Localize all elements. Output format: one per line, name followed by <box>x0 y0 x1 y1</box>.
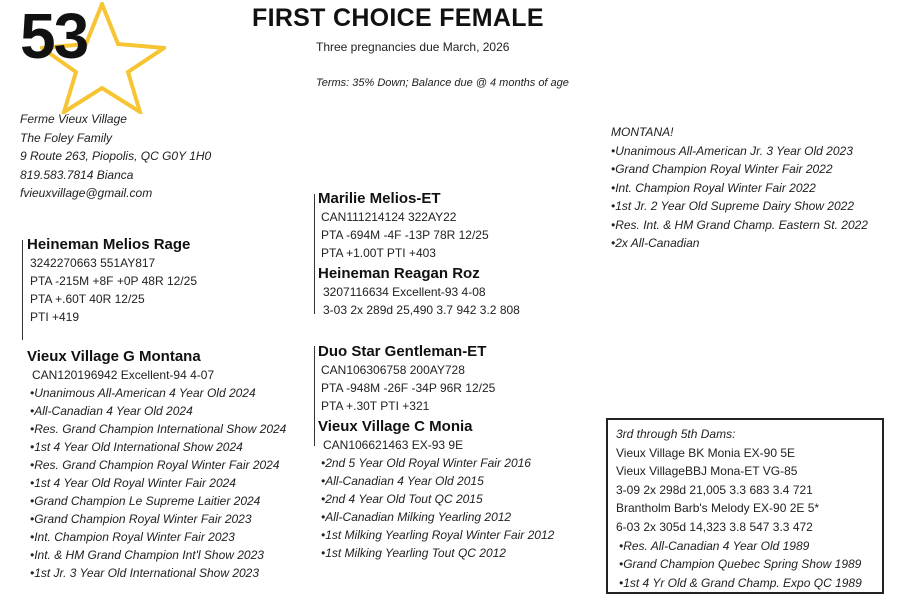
dams-line: 3-09 2x 298d 21,005 3.3 683 3.4 721 <box>616 482 813 497</box>
subtitle: Three pregnancies due March, 2026 <box>316 40 510 54</box>
list-item: •1st 4 Year Old International Show 2024 <box>30 440 243 454</box>
dams-box-heading: 3rd through 5th Dams: <box>616 427 736 441</box>
list-item: •1st Jr. 2 Year Old Supreme Dairy Show 2022 <box>611 199 854 213</box>
sire-pta-type: PTA +.60T 40R 12/25 <box>30 292 145 306</box>
sire-sire-reg: CAN111214124 322AY22 <box>321 210 457 224</box>
list-item: •Unanimous All-American 4 Year Old 2024 <box>30 386 256 400</box>
list-item: •Res. Int. & HM Grand Champ. Eastern St. 2022 <box>611 217 868 232</box>
dam-block <box>318 418 554 562</box>
list-item: •Res. Grand Champion International Show 2024 <box>30 422 287 436</box>
sire-pti: PTI +419 <box>30 310 80 324</box>
list-item: •Int. & HM Grand Champion Int'l Show 2023 <box>30 548 264 562</box>
sire-sire-pta: PTA -694M -4F -13P 78R 12/25 <box>321 228 489 242</box>
lot-id-line: CAN120196942 Excellent-94 4-07 <box>32 368 215 382</box>
sire-reg: 3242270663 551AY817 <box>30 256 156 270</box>
dam-sire-name: Duo Star Gentleman-ET <box>318 343 487 360</box>
sire-dam-name: Heineman Reagan Roz <box>318 265 480 282</box>
sire-bracket-line <box>22 240 23 340</box>
breeder-email: fvieuxvillage@gmail.com <box>20 186 153 200</box>
sire-name: Heineman Melios Rage <box>27 236 191 253</box>
sire-sire-block <box>318 190 489 262</box>
sire-sire-name: Marilie Melios-ET <box>318 190 441 207</box>
dams-line: 6-03 2x 305d 14,323 3.8 547 3.3 472 <box>616 519 813 534</box>
dam-sire-block <box>318 343 495 415</box>
list-item: •2nd 4 Year Old Tout QC 2015 <box>321 492 483 506</box>
list-item: •Grand Champion Le Supreme Laitier 2024 <box>30 494 261 508</box>
list-item: •1st 4 Year Old Royal Winter Fair 2024 <box>30 476 236 490</box>
dams-line: Brantholm Barb's Melody EX-90 2E 5* <box>616 501 820 516</box>
sire-dam-record: 3-03 2x 289d 25,490 3.7 942 3.2 808 <box>323 303 520 317</box>
list-item: •Grand Champion Quebec Spring Show 1989 <box>619 557 862 572</box>
breeder-farm: Ferme Vieux Village <box>20 112 127 126</box>
dam-sire-pti: PTA +.30T PTI +321 <box>321 399 430 413</box>
lot-number: 53 <box>20 0 88 72</box>
list-item: •1st Milking Yearling Tout QC 2012 <box>321 546 506 560</box>
terms-text: Terms: 35% Down; Balance due @ 4 months of age <box>316 77 569 89</box>
breeder-phone: 819.583.7814 Bianca <box>20 167 134 182</box>
list-item: •Grand Champion Royal Winter Fair 2022 <box>611 162 833 176</box>
dam-awards-list <box>318 454 554 562</box>
list-item: •Res. All-Canadian 4 Year Old 1989 <box>619 538 810 553</box>
sire-dam-block <box>318 265 520 319</box>
lot-name: Vieux Village G Montana <box>27 348 201 365</box>
dam-sire-bracket-line <box>314 346 315 446</box>
dam-sire-pta: PTA -948M -26F -34P 96R 12/25 <box>321 381 496 395</box>
dam-name: Vieux Village C Monia <box>318 418 473 435</box>
list-item: •Unanimous All-American Jr. 3 Year Old 2023 <box>611 143 853 158</box>
dams-box <box>606 418 884 594</box>
sire-block <box>27 236 197 326</box>
list-item: •1st Milking Yearling Royal Winter Fair 2012 <box>321 528 555 542</box>
list-item: •Grand Champion Royal Winter Fair 2023 <box>30 512 252 526</box>
sire-sire-bracket-line <box>314 194 315 314</box>
sire-pta-line: PTA -215M +8F +0P 48R 12/25 <box>30 274 197 288</box>
list-item: •Res. Grand Champion Royal Winter Fair 2024 <box>30 458 280 472</box>
list-item: •1st Jr. 3 Year Old International Show 2023 <box>30 566 260 580</box>
breeder-info <box>20 110 211 203</box>
page-title: FIRST CHOICE FEMALE <box>252 4 544 32</box>
dams-line: Vieux VillageBBJ Mona-ET VG-85 <box>616 464 798 479</box>
list-item: •2x All-Canadian <box>611 236 700 250</box>
breeder-family: The Foley Family <box>20 130 113 145</box>
montana-notes <box>611 123 868 253</box>
montana-heading: MONTANA! <box>611 125 674 139</box>
list-item: •Int. Champion Royal Winter Fair 2023 <box>30 530 235 544</box>
sire-dam-reg: 3207116634 Excellent-93 4-08 <box>323 285 486 299</box>
breeder-address: 9 Route 263, Piopolis, QC G0Y 1H0 <box>20 149 212 163</box>
list-item: •2nd 5 Year Old Royal Winter Fair 2016 <box>321 456 531 470</box>
list-item: •All-Canadian 4 Year Old 2015 <box>321 474 484 488</box>
dam-id-line: CAN106621463 EX-93 9E <box>323 438 464 452</box>
list-item: •1st 4 Yr Old & Grand Champ. Expo QC 1989 <box>619 575 862 590</box>
lot-block <box>27 348 286 582</box>
sire-sire-pti: PTA +1.00T PTI +403 <box>321 246 436 260</box>
list-item: •Int. Champion Royal Winter Fair 2022 <box>611 180 816 195</box>
list-item: •All-Canadian 4 Year Old 2024 <box>30 404 193 418</box>
dam-sire-reg: CAN106306758 200AY728 <box>321 363 465 377</box>
lot-awards-list <box>27 384 286 582</box>
dams-line: Vieux Village BK Monia EX-90 5E <box>616 445 795 460</box>
list-item: •All-Canadian Milking Yearling 2012 <box>321 510 512 524</box>
